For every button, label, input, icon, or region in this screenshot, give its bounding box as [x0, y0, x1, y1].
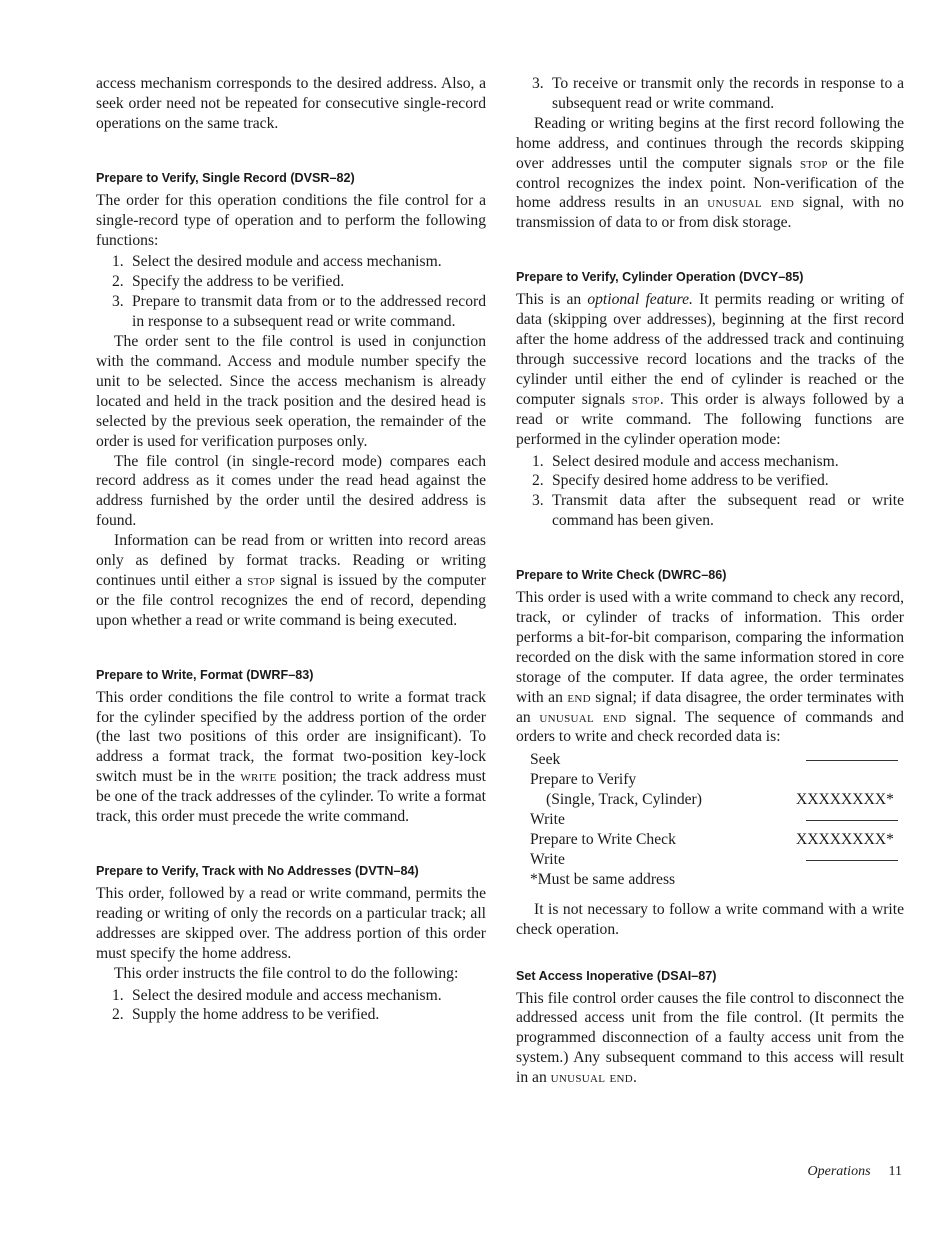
sequence-row: [530, 830, 904, 850]
sequence-row: [530, 790, 904, 810]
sequence-label: Prepare to Verify: [530, 771, 637, 789]
list-item: 1. Select desired module and access mechanism.: [532, 452, 839, 470]
blank-line: [806, 760, 898, 761]
sequence-value: [796, 870, 904, 890]
sequence-row: [530, 750, 904, 770]
sequence-row: [530, 870, 904, 890]
footer-section: Operations: [807, 1164, 871, 1179]
paragraph: Reading or writing begins at the first record following the home address, and continues through the records skipping over addresses until the computer signals stop or the file control recognizes the index point. Non-verification of the home address results in an unusual end signal, with no transmission of data to or from disk storage.: [516, 114, 904, 232]
sequence-label: Write: [530, 811, 565, 829]
blank-line: [806, 860, 898, 861]
paragraph: This order instructs the file control to do the following:: [114, 964, 459, 982]
paragraph: The order sent to the file control is used in conjunction with the command. Access and module number specify the unit to be selected. Since the access mechanism is already located and held in the track position and the desired head is selected by the previous seek operation, the remainder of the order is used for verification purposes only.: [96, 333, 486, 450]
left-column: [96, 74, 486, 1025]
list-item: 2. Specify the address to be verified.: [112, 273, 345, 291]
paragraph: access mechanism corresponds to the desired address. Also, a seek order need not be repeated for consecutive single-record operations on the same track.: [96, 75, 486, 132]
numbered-list: [96, 252, 486, 332]
sequence-row: [530, 810, 904, 830]
list-item: 1. Select the desired module and access mechanism.: [112, 986, 442, 1004]
sequence-label: Write: [530, 850, 565, 868]
sequence-label: Prepare to Write Check: [530, 831, 676, 848]
sequence-label: Seek: [530, 751, 561, 769]
list-item: 2. Specify desired home address to be verified.: [532, 472, 829, 490]
section-heading-dvtn: Prepare to Verify, Track with No Addresses (DVTN–84): [96, 864, 419, 878]
list-item: 2. Supply the home address to be verified.: [112, 1006, 380, 1024]
sequence-value: [796, 770, 904, 790]
sequence-value: [796, 810, 904, 830]
page-number: 11: [888, 1164, 902, 1179]
paragraph: Information can be read from or written into record areas only as defined by format tracks. Reading or writing continues until either a stop signal is issued by the computer or the file control recognizes the end of record, depending upon whether a read or write command is being executed.: [96, 532, 486, 629]
section-heading-dvcy: Prepare to Verify, Cylinder Operation (DVCY–85): [516, 270, 804, 285]
numbered-list: [96, 986, 486, 1026]
numbered-list: [516, 74, 904, 114]
paragraph: The file control (in single-record mode) compares each record address as it comes under the read head against the address furnished by the order until the desired address is found.: [96, 452, 486, 530]
paragraph: This order is used with a write command to check any record, track, or cylinder of tracks of information. This order performs a bit-for-bit comparison, comparing the information recorded on the disk with the same information stored in core storage of the computer. If data agree, the order terminates with an end signal; if data disagree, the order terminates with an unusual end signal. The sequence of commands and orders to write and check recorded data is:: [516, 589, 904, 746]
section-heading-dwrf: Prepare to Write, Format (DWRF–83): [96, 667, 314, 682]
list-item: 1. Select the desired module and access mechanism.: [112, 253, 442, 271]
sequence-value: XXXXXXXX*: [796, 791, 894, 809]
section-heading-dsai: Set Access Inoperative (DSAI–87): [516, 968, 717, 983]
paragraph: The order for this operation conditions the file control for a single-record type of operation and to perform the following functions:: [96, 191, 486, 249]
sequence-value: [796, 850, 904, 870]
sequence-label: (Single, Track, Cylinder): [546, 791, 702, 809]
list-item: 3. Transmit data after the subsequent read or write command has been given.: [532, 492, 904, 530]
list-item: 3. Prepare to transmit data from or to the addressed record in response to a subsequent read or write command.: [112, 293, 486, 331]
page-footer: [808, 1164, 902, 1180]
command-sequence: [530, 750, 904, 889]
section-heading-dvsr: Prepare to Verify, Single Record (DVSR–82): [96, 170, 355, 185]
section-heading-dwrc: Prepare to Write Check (DWRC–86): [516, 568, 727, 583]
list-item: 3. To receive or transmit only the records in response to a subsequent read or write command.: [532, 75, 904, 112]
sequence-value: XXXXXXXX*: [796, 831, 894, 848]
blank-line: [806, 820, 898, 821]
paragraph: It is not necessary to follow a write command with a write check operation.: [516, 900, 904, 938]
paragraph: This order, followed by a read or write command, permits the reading or writing of only the records on a particular track; all addresses are skipped over. The address portion of this order must specify the home address.: [96, 885, 486, 962]
paragraph: This file control order causes the file control to disconnect the addressed access unit from the file control. (It permits the programmed disconnection of a faulty access unit from the system.) Any subsequent command to this access will result in an unusual end.: [516, 989, 904, 1087]
paragraph: This order conditions the file control to write a format track for the cylinder specified by the address portion of the order (the last two positions of this order are insignificant). To address a format track, the format two-position key-lock switch must be in the write position; the track address must be one of the track addresses of the cylinder. To write a format track, this order must precede the write command.: [96, 688, 486, 826]
right-column: [516, 74, 904, 1088]
sequence-label: *Must be same address: [530, 870, 676, 888]
paragraph: This is an optional feature. It permits reading or writing of data (skipping over addresses), beginning at the first record after the home address of the addressed track and continuing through successive record locations and the tracks of the cylinder until either the end of cylinder is reached or the computer signals stop. This order is always followed by a read or write command. The following functions are performed in the cylinder operation mode:: [516, 291, 904, 448]
sequence-row: [530, 770, 904, 790]
sequence-value: [796, 750, 904, 770]
sequence-row: [530, 850, 904, 870]
numbered-list: [516, 452, 904, 532]
